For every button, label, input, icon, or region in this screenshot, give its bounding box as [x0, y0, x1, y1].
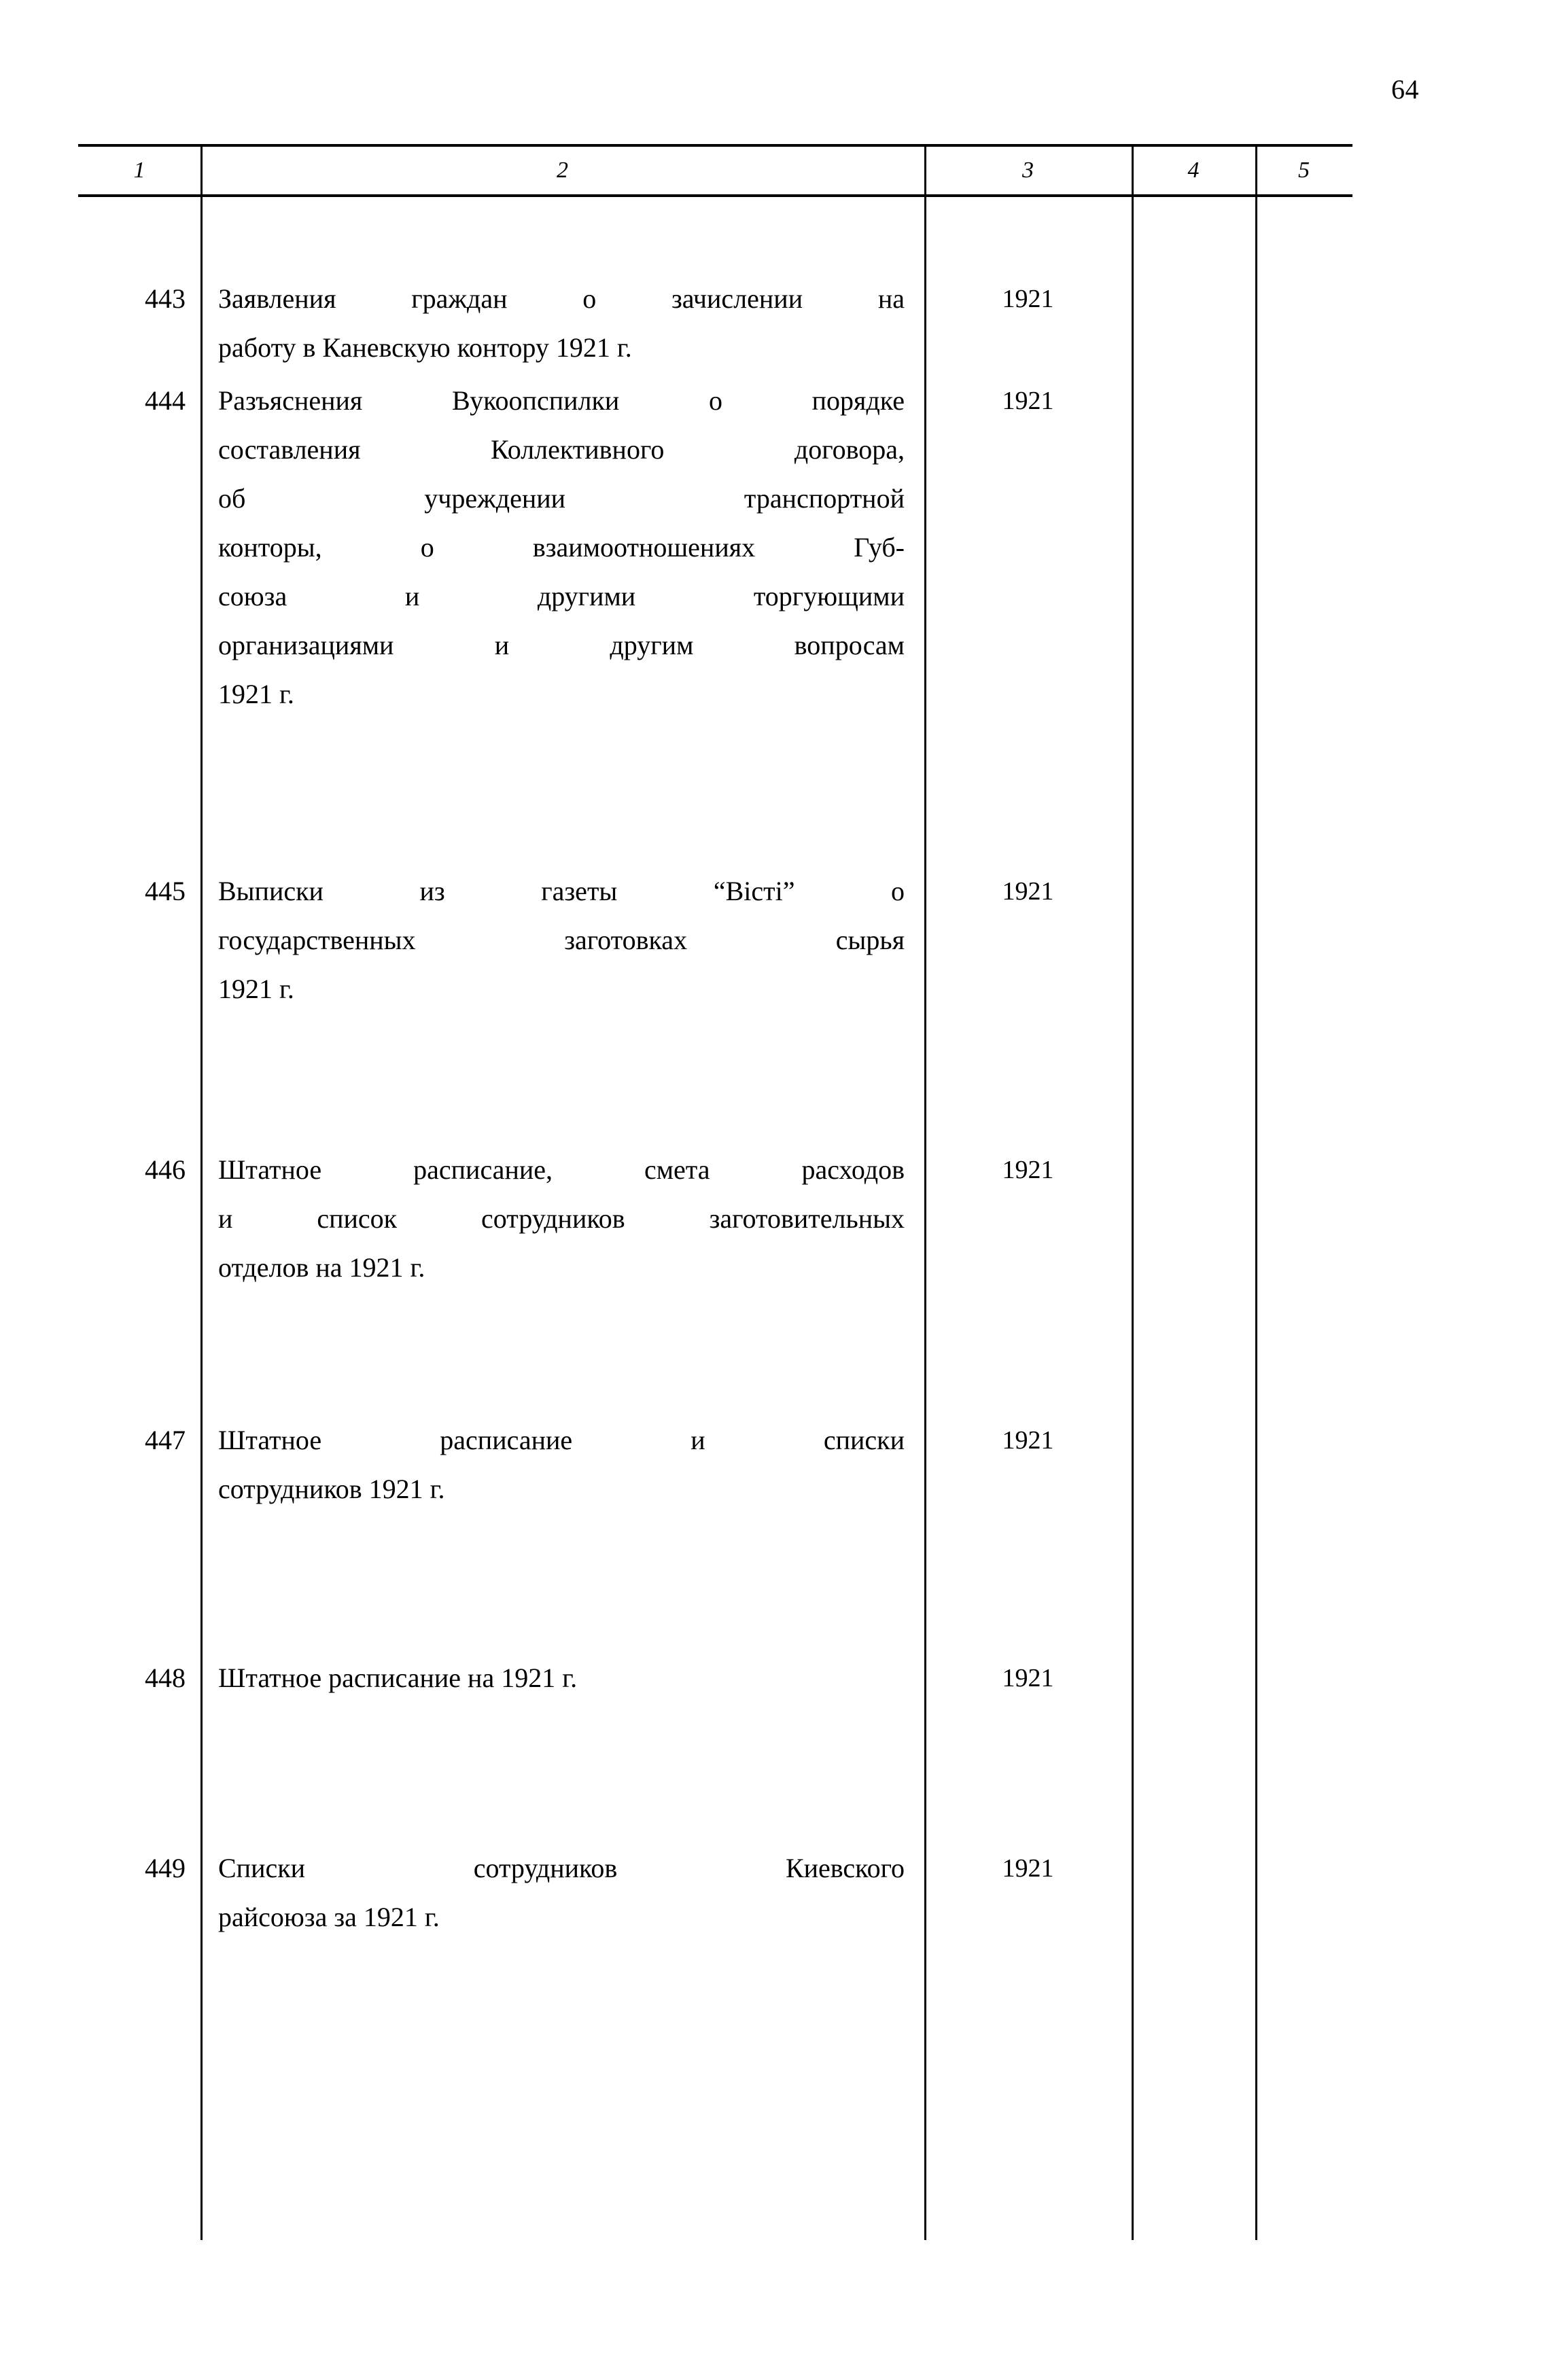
- row-number: 446: [145, 1154, 186, 1185]
- inventory-table: [78, 144, 1352, 2240]
- column-header-1: 1: [133, 158, 145, 183]
- row-date: 1921: [1002, 285, 1054, 313]
- row-title-line: райсоюза за 1921 г.: [218, 1902, 440, 1932]
- row-title-line: союза и другими торгующими: [218, 581, 905, 611]
- column-header-2: 2: [557, 158, 568, 183]
- row-title: [218, 376, 905, 719]
- row-title: [218, 1654, 905, 1703]
- row-title-line: Заявления граждан о зачислении на: [218, 283, 905, 314]
- row-title-line: конторы, о взаимоотношениях Губ-: [218, 532, 905, 563]
- page-number: 64: [1391, 74, 1419, 105]
- row-title-line: государственных заготовках сырья: [218, 925, 905, 955]
- row-title-line: составления Коллективного договора,: [218, 434, 905, 465]
- column-divider-3: [1132, 144, 1134, 2240]
- row-number: 443: [145, 283, 186, 314]
- row-number: 444: [145, 385, 186, 416]
- row-title-line: отделов на 1921 г.: [218, 1252, 425, 1283]
- row-number: 445: [145, 876, 186, 906]
- column-header-3: 3: [1022, 158, 1034, 183]
- column-header-5: 5: [1298, 158, 1310, 183]
- row-title-line: и список сотрудников заготовительных: [218, 1203, 905, 1234]
- row-title-line: Штатное расписание на 1921 г.: [218, 1663, 578, 1693]
- row-title-line: 1921 г.: [218, 974, 294, 1004]
- row-title-line: Разъяснения Вукоопспилки о порядке: [218, 385, 905, 416]
- row-title: [218, 867, 905, 1014]
- row-title-line: работу в Каневскую контору 1921 г.: [218, 332, 632, 363]
- row-date: 1921: [1002, 1664, 1054, 1692]
- row-date: 1921: [1002, 877, 1054, 906]
- row-title: [218, 1844, 905, 1942]
- row-number: 449: [145, 1853, 186, 1883]
- row-date: 1921: [1002, 387, 1054, 415]
- table-header-row: [78, 147, 1352, 194]
- row-title-line: 1921 г.: [218, 679, 294, 709]
- row-title: [218, 1416, 905, 1514]
- row-title-line: Списки сотрудников Киевского: [218, 1853, 905, 1883]
- row-title-line: организациями и другим вопросам: [218, 630, 905, 660]
- row-title-line: Выписки из газеты “Вісті” о: [218, 876, 905, 906]
- row-title-line: сотрудников 1921 г.: [218, 1474, 445, 1504]
- row-number: 447: [145, 1425, 186, 1455]
- row-title: [218, 274, 905, 372]
- column-divider-4: [1255, 144, 1257, 2240]
- row-title-line: об учреждении транспортной: [218, 483, 905, 514]
- row-date: 1921: [1002, 1156, 1054, 1184]
- row-title: [218, 1145, 905, 1292]
- column-header-4: 4: [1187, 158, 1200, 183]
- row-title-line: Штатное расписание и списки: [218, 1425, 905, 1455]
- row-date: 1921: [1002, 1426, 1054, 1455]
- row-number: 448: [145, 1663, 186, 1693]
- table-header-rule: [78, 194, 1352, 197]
- row-date: 1921: [1002, 1854, 1054, 1883]
- row-title-line: Штатное расписание, смета расходов: [218, 1154, 905, 1185]
- column-divider-1: [200, 144, 203, 2240]
